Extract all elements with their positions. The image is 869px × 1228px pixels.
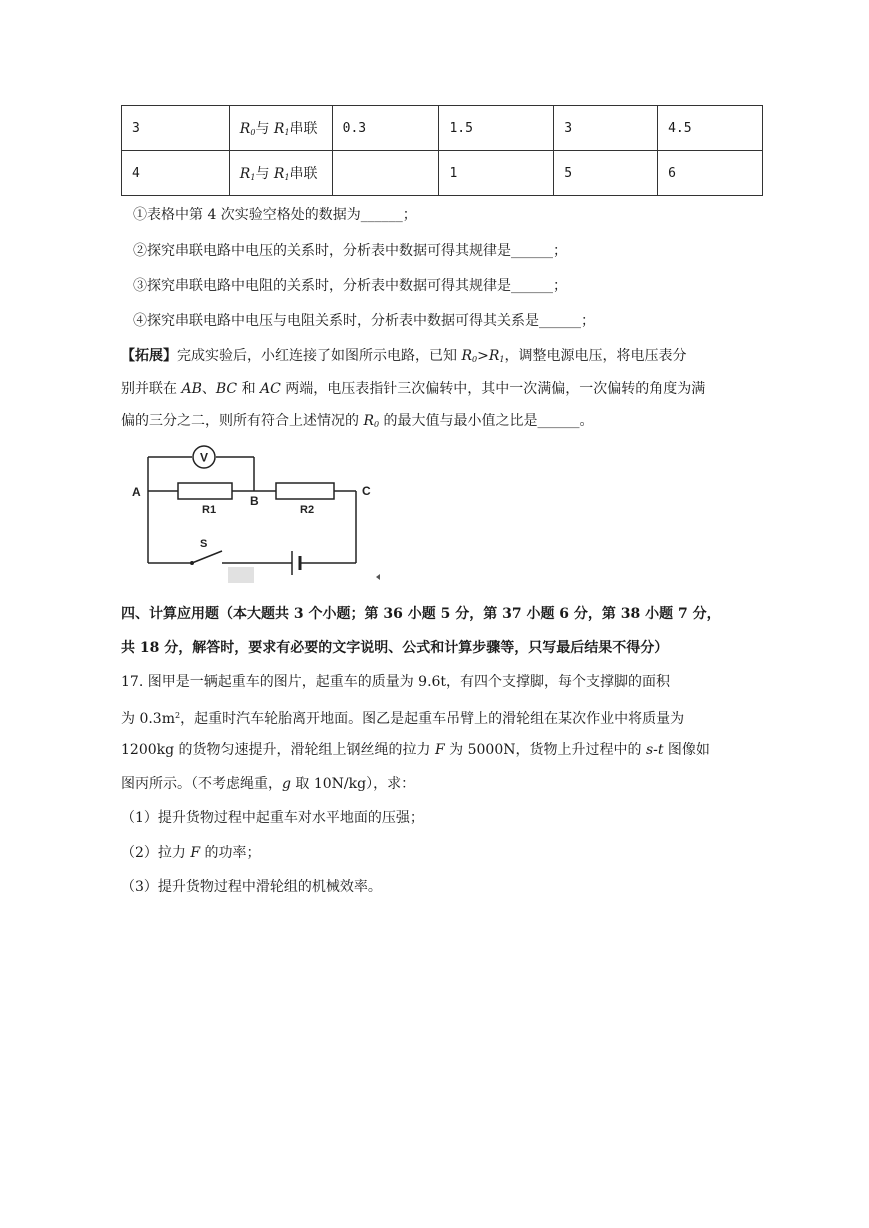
connection-cell: $R_1$与 $R_1$串联 [229, 151, 332, 196]
extension-line-1: 【拓展】完成实验后，小红连接了如图所示电路，已知 $R_0>R_1$，调整电源电压，将电压表分 [121, 348, 687, 364]
node-c-label: C [362, 484, 371, 498]
problem-17-line-1: 17. 图甲是一辆起重车的图片，起重车的质量为 9.6t，有四个支撑脚，每个支撑脚的面积 [121, 674, 671, 690]
switch-label: S [200, 538, 208, 550]
extension-line-3: 偏的三分之二，则所有符合上述情况的 $R_0$ 的最大值与最小值之比是______。 [121, 413, 594, 429]
problem-17-part-2: （2）拉力 F 的功率； [121, 845, 261, 861]
problem-17-part-1: （1）提升货物过程中起重车对水平地面的压强； [121, 810, 424, 826]
section-heading-line-1: 四、计算应用题（本大题共 3 个小题；第 36 小题 5 分，第 37 小题 6 分，第 38 小题 7 分， [121, 606, 721, 622]
r1-label: R1 [202, 504, 217, 516]
trial-cell: 4 [122, 151, 230, 196]
problem-17-line-3: 1200kg 的货物匀速提升，滑轮组上钢丝绳的拉力 F 为 5000N，货物上升过程中的 s-t 图像如 [121, 742, 710, 758]
resistor-r2 [276, 483, 334, 499]
question-1: ①表格中第 4 次实验空格处的数据为______； [133, 207, 417, 223]
data-table [121, 105, 763, 196]
problem-17-line-4: 图丙所示。（不考虑绳重，g 取 10N/kg），求： [121, 776, 416, 792]
switch-pivot-icon [190, 561, 194, 565]
current-cell: 0.3 [332, 106, 439, 151]
section-heading-line-2: 共 18 分，解答时，要求有必要的文字说明、公式和计算步骤等，只写最后结果不得分） [121, 640, 669, 656]
scan-mark-icon [376, 574, 380, 580]
total-voltage-cell: 6 [658, 151, 763, 196]
connection-cell: $R_0$与 $R_1$串联 [229, 106, 332, 151]
question-4: ④探究串联电路中电压与电阻关系时，分析表中数据可得其关系是______； [133, 313, 595, 329]
voltage2-cell: 3 [554, 106, 658, 151]
current-cell [332, 151, 439, 196]
trial-cell: 3 [122, 106, 230, 151]
problem-17-part-3: （3）提升货物过程中滑轮组的机械效率。 [121, 879, 382, 895]
node-a-label: A [132, 485, 141, 499]
voltage1-cell: 1 [439, 151, 554, 196]
table-row [122, 151, 763, 196]
problem-17-line-2: 为 $0.3m^2$，起重时汽车轮胎离开地面。图乙是起重车吊臂上的滑轮组在某次作业中将质量为 [121, 711, 685, 727]
resistor-r1 [178, 483, 232, 499]
voltmeter-label: V [199, 450, 209, 465]
question-2: ②探究串联电路中电压的关系时，分析表中数据可得其规律是______； [133, 243, 567, 259]
voltage2-cell: 5 [554, 151, 658, 196]
voltage1-cell: 1.5 [439, 106, 554, 151]
node-b-label: B [250, 494, 259, 508]
table-row [122, 106, 763, 151]
circuit-diagram [130, 445, 390, 590]
scan-smudge [228, 567, 254, 583]
question-3: ③探究串联电路中电阻的关系时，分析表中数据可得其规律是______； [133, 278, 567, 294]
total-voltage-cell: 4.5 [658, 106, 763, 151]
extension-line-2: 别并联在 AB、BC 和 AC 两端，电压表指针三次偏转中，其中一次满偏，一次偏转的角度为满 [121, 381, 706, 397]
r2-label: R2 [300, 504, 315, 516]
